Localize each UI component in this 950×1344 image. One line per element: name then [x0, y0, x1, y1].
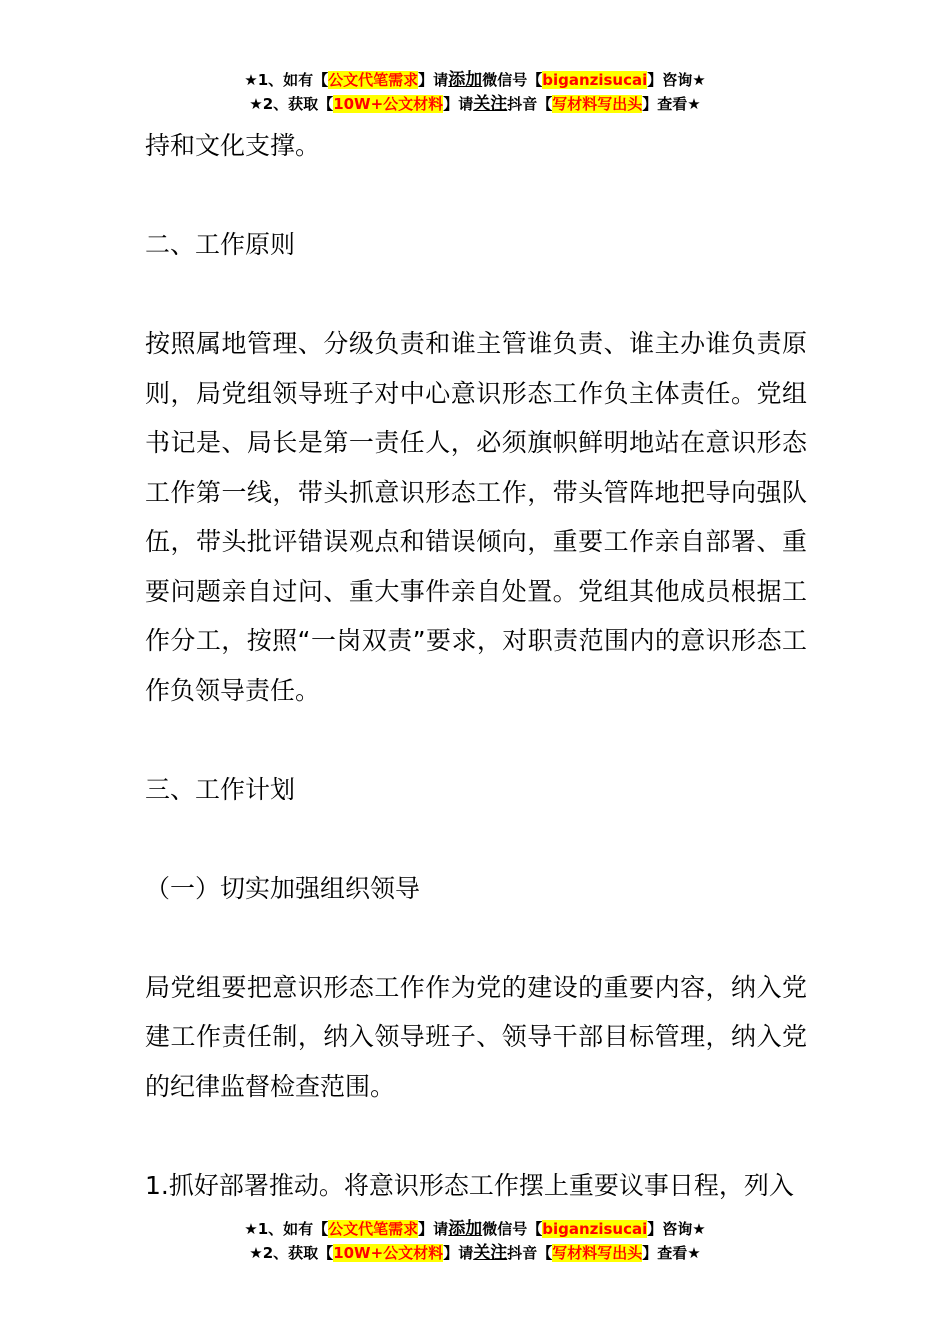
section-heading: 二、工作原则: [145, 230, 296, 259]
spacer: [145, 171, 807, 221]
banner-text: ★2、获取【: [249, 95, 334, 113]
banner-text: ★1、如有【: [244, 1220, 329, 1238]
banner-line-1: [0, 1217, 950, 1241]
banner-text: 】查看★: [642, 1244, 701, 1262]
spacer: [145, 270, 807, 320]
banner-highlight: biganzisucai: [542, 71, 648, 89]
banner-text: 】请: [418, 1220, 449, 1238]
banner-text: 】请: [443, 95, 474, 113]
banner-text: 】请: [418, 71, 449, 89]
banner-highlight: 10W+公文材料: [333, 95, 444, 113]
banner-highlight: 公文代笔需求: [328, 1220, 419, 1238]
paragraph: 持和文化支撑。: [145, 131, 321, 160]
banner-text: 】请: [443, 1244, 474, 1262]
header-banner: [0, 68, 950, 116]
spacer: [145, 913, 807, 963]
banner-line-1: [0, 68, 950, 92]
banner-line-2: [0, 92, 950, 116]
document-body: [145, 121, 807, 1210]
banner-text: ★2、获取【: [249, 1244, 334, 1262]
banner-text: 微信号【: [482, 71, 543, 89]
banner-underlined: 关注: [473, 94, 508, 114]
banner-text: 微信号【: [482, 1220, 543, 1238]
spacer: [145, 814, 807, 864]
footer-banner: [0, 1217, 950, 1265]
banner-text: 】查看★: [642, 95, 701, 113]
banner-highlight: 写材料写出头: [552, 95, 643, 113]
banner-text: 】咨询★: [647, 1220, 706, 1238]
banner-highlight: 10W+公文材料: [333, 1244, 444, 1262]
spacer: [145, 715, 807, 765]
banner-text: ★1、如有【: [244, 71, 329, 89]
paragraph: 局党组要把意识形态工作作为党的建设的重要内容，纳入党建工作责任制，纳入领导班子、领导干部目标管理，纳入党的纪律监督检查范围。: [145, 972, 807, 1101]
banner-highlight: biganzisucai: [542, 1220, 648, 1238]
paragraph: 按照属地管理、分级负责和谁主管谁负责、谁主办谁负责原则，局党组领导班子对中心意识形态工作负主体责任。党组书记是、局长是第一责任人，必须旗帜鲜明地站在意识形态工作第一线，带头抓意识形态工作，带头管阵地把导向强队伍，带头批评错误观点和错误倾向，重要工作亲自部署、重要问题亲自过问、重大事件亲自处置。党组其他成员根据工作分工，按照“一岗双责”要求，对职责范围内的意识形态工作负领导责任。: [145, 329, 807, 705]
banner-text: 】咨询★: [647, 71, 706, 89]
banner-underlined: 添加: [448, 1219, 483, 1239]
section-heading: 三、工作计划: [145, 774, 296, 804]
banner-line-2: [0, 1241, 950, 1265]
paragraph: 1.抓好部署推动。将意识形态工作摆上重要议事日程，列入: [145, 1170, 794, 1200]
spacer: [145, 1111, 807, 1161]
banner-highlight: 写材料写出头: [552, 1244, 643, 1262]
subsection-heading: （一）切实加强组织领导: [145, 873, 421, 903]
banner-text: 抖音【: [507, 1244, 553, 1262]
banner-underlined: 关注: [473, 1243, 508, 1263]
banner-text: 抖音【: [507, 95, 553, 113]
banner-highlight: 公文代笔需求: [328, 71, 419, 89]
banner-underlined: 添加: [448, 70, 483, 90]
